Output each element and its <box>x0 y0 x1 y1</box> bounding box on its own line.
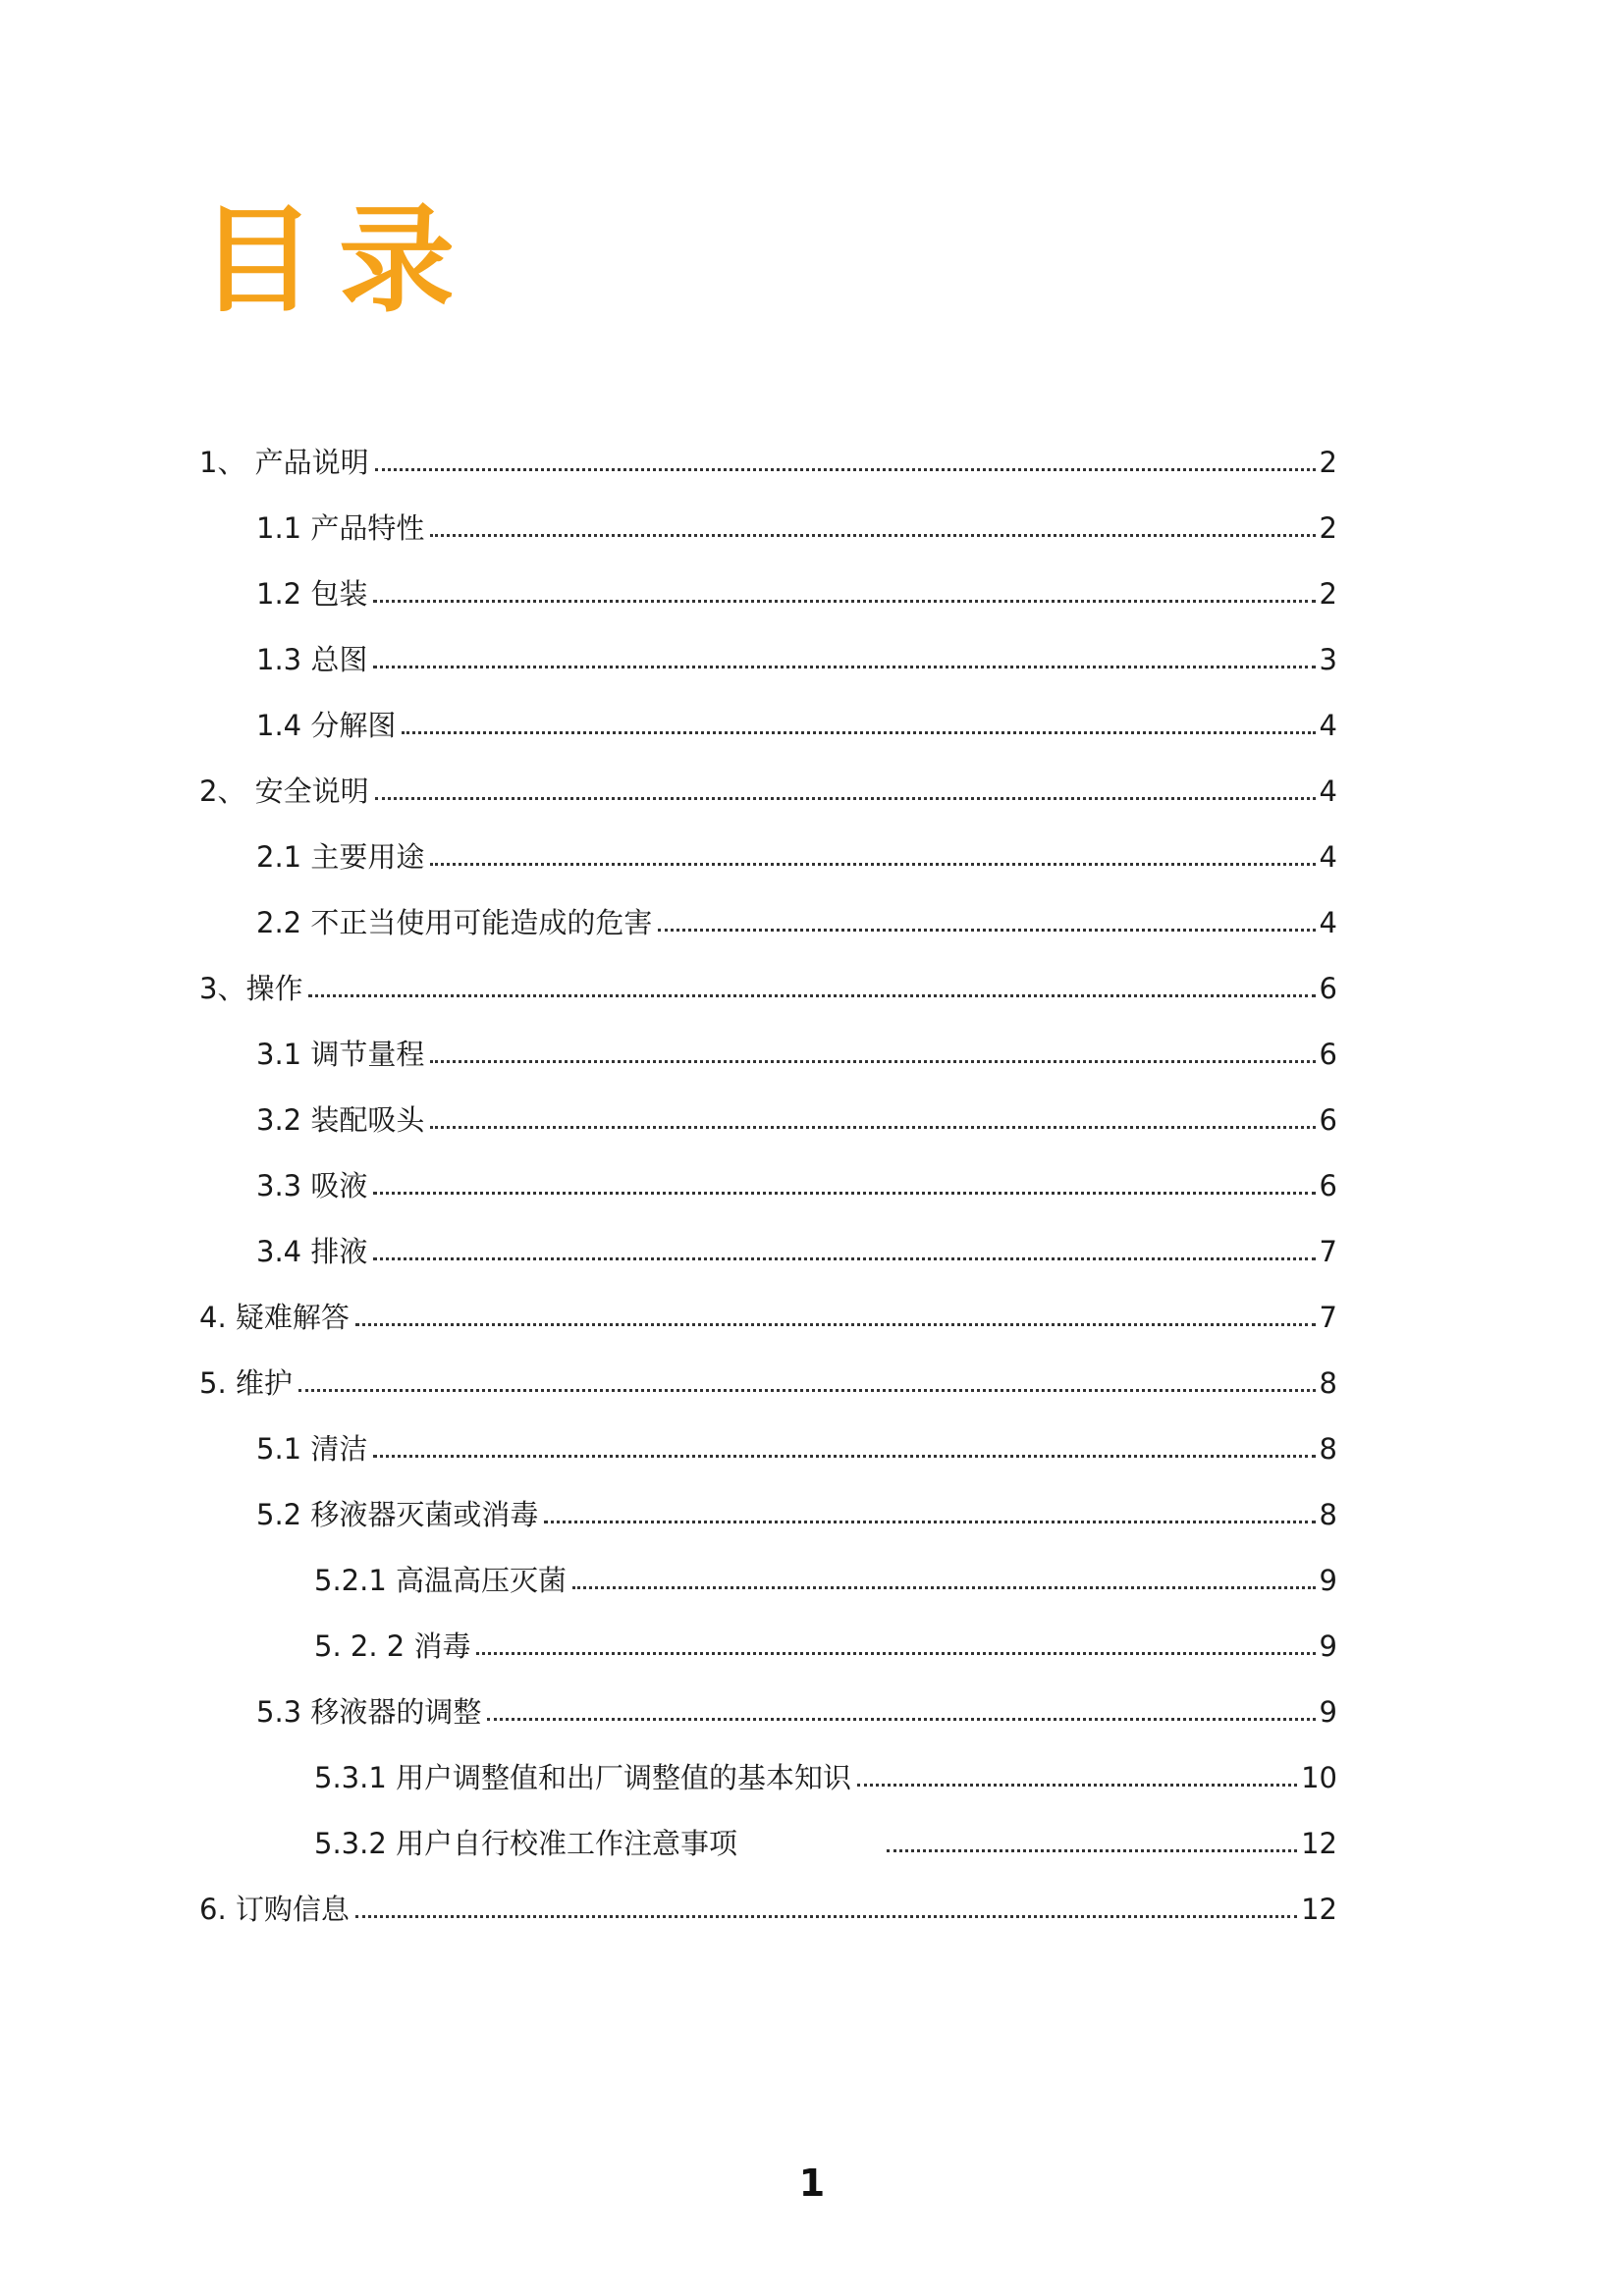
toc-entry-2-1[interactable] <box>256 830 1337 874</box>
toc-page-number: 2 <box>1319 445 1337 479</box>
toc-entry-label: 2、 安全说明 <box>199 774 369 808</box>
toc-dot-leader <box>355 1915 1297 1918</box>
toc-entry-label: 5. 维护 <box>199 1365 293 1400</box>
toc-entry-label: 5.2.1 高温高压灭菌 <box>314 1563 568 1597</box>
toc-page-number: 6 <box>1319 1102 1337 1137</box>
toc-page-number: 4 <box>1319 708 1337 742</box>
toc-dot-leader <box>430 863 1315 866</box>
toc-entry-label: 5.3.2 用户自行校准工作注意事项 <box>314 1826 738 1860</box>
toc-dot-leader <box>373 600 1315 603</box>
toc-dot-leader <box>857 1784 1297 1787</box>
toc-page-number: 12 <box>1301 1892 1337 1926</box>
toc-entry-label: 3、操作 <box>199 971 303 1005</box>
toc-dot-leader <box>373 1455 1315 1458</box>
toc-page-number: 6 <box>1319 1168 1337 1202</box>
toc-entry-5-3-1[interactable] <box>314 1751 1337 1794</box>
toc-page-number: 3 <box>1319 642 1337 676</box>
toc-dot-leader <box>476 1652 1315 1655</box>
toc-page-number: 4 <box>1319 905 1337 939</box>
toc-entry-label: 3.4 排液 <box>256 1234 368 1268</box>
toc-dot-leader <box>373 1257 1315 1260</box>
toc-entry-label: 1、 产品说明 <box>199 445 369 479</box>
toc-dot-leader <box>487 1718 1315 1721</box>
toc-entry-3-4[interactable] <box>256 1225 1337 1268</box>
toc-page-number: 9 <box>1319 1629 1337 1663</box>
toc-page-number: 7 <box>1319 1300 1337 1334</box>
toc-page-number: 2 <box>1319 510 1337 545</box>
toc-dot-leader <box>298 1389 1316 1392</box>
toc-dot-leader <box>887 1849 1297 1852</box>
toc-entry-label: 5.3 移液器的调整 <box>256 1694 482 1729</box>
toc-page-number: 6 <box>1319 1037 1337 1071</box>
toc-entry-1-2[interactable] <box>256 567 1337 611</box>
toc-entry-3[interactable] <box>199 962 1337 1005</box>
toc-entry-label: 5.3.1 用户调整值和出厂调整值的基本知识 <box>314 1760 852 1794</box>
toc-entry-label: 3.2 装配吸头 <box>256 1102 425 1137</box>
toc-entry-2-2[interactable] <box>256 896 1337 939</box>
toc-entry-label: 1.1 产品特性 <box>256 510 425 545</box>
toc-entry-3-3[interactable] <box>256 1159 1337 1202</box>
toc-dot-leader <box>430 1060 1315 1063</box>
toc-entry-5-2[interactable] <box>256 1488 1337 1531</box>
toc-dot-leader <box>355 1323 1316 1326</box>
toc-entry-label: 5.2 移液器灭菌或消毒 <box>256 1497 539 1531</box>
toc-entry-label: 3.1 调节量程 <box>256 1037 425 1071</box>
toc-dot-leader <box>572 1586 1316 1589</box>
toc-entry-6[interactable] <box>199 1883 1337 1926</box>
toc-entry-5[interactable] <box>199 1357 1337 1400</box>
toc-page-number: 6 <box>1319 971 1337 1005</box>
toc-entry-label: 1.4 分解图 <box>256 708 397 742</box>
toc-dot-leader <box>373 666 1315 668</box>
toc-dot-leader <box>658 929 1315 932</box>
toc-entry-3-1[interactable] <box>256 1028 1337 1071</box>
toc-entry-5-2-2[interactable] <box>314 1620 1337 1663</box>
toc-entry-label: 5. 2. 2 消毒 <box>314 1629 471 1663</box>
toc-entry-label: 1.2 包装 <box>256 576 368 611</box>
toc-entry-2[interactable] <box>199 765 1337 808</box>
page-number: 1 <box>798 2162 826 2205</box>
toc-entry-label: 4. 疑难解答 <box>199 1300 350 1334</box>
toc-page-number: 2 <box>1319 576 1337 611</box>
toc-entry-4[interactable] <box>199 1291 1337 1334</box>
toc-entry-label: 1.3 总图 <box>256 642 368 676</box>
toc-dot-leader <box>402 731 1315 734</box>
toc-entry-label: 5.1 清洁 <box>256 1431 368 1466</box>
toc-dot-leader <box>430 534 1315 537</box>
toc-dot-leader <box>430 1126 1315 1129</box>
toc-page-number: 8 <box>1319 1431 1337 1466</box>
toc-entry-label: 6. 订购信息 <box>199 1892 350 1926</box>
toc-page-number: 9 <box>1319 1563 1337 1597</box>
toc-page-number: 7 <box>1319 1234 1337 1268</box>
toc-page-number: 4 <box>1319 839 1337 874</box>
toc-dot-leader <box>373 1192 1315 1195</box>
toc-dot-leader <box>375 797 1316 800</box>
toc-page-number: 8 <box>1319 1365 1337 1400</box>
toc-entry-label: 2.1 主要用途 <box>256 839 425 874</box>
toc-dot-leader <box>375 468 1316 471</box>
toc-entry-label: 3.3 吸液 <box>256 1168 368 1202</box>
toc-page-number: 10 <box>1301 1760 1337 1794</box>
page-title: 目录 <box>199 192 479 328</box>
toc-entry-5-2-1[interactable] <box>314 1554 1337 1597</box>
toc-entry-label: 2.2 不正当使用可能造成的危害 <box>256 905 653 939</box>
toc-page-number: 9 <box>1319 1694 1337 1729</box>
toc-page-number: 4 <box>1319 774 1337 808</box>
toc-entry-5-1[interactable] <box>256 1422 1337 1466</box>
toc-page-number: 8 <box>1319 1497 1337 1531</box>
toc-entry-5-3[interactable] <box>256 1685 1337 1729</box>
toc-dot-leader <box>544 1521 1315 1523</box>
toc-entry-5-3-2[interactable] <box>314 1817 1337 1860</box>
toc-entry-1-4[interactable] <box>256 699 1337 742</box>
toc-page-number: 12 <box>1301 1826 1337 1860</box>
toc-entry-1-3[interactable] <box>256 633 1337 676</box>
toc-dot-leader <box>308 994 1315 997</box>
toc-entry-1[interactable] <box>199 436 1337 479</box>
toc-entry-3-2[interactable] <box>256 1094 1337 1137</box>
toc-entry-1-1[interactable] <box>256 502 1337 545</box>
